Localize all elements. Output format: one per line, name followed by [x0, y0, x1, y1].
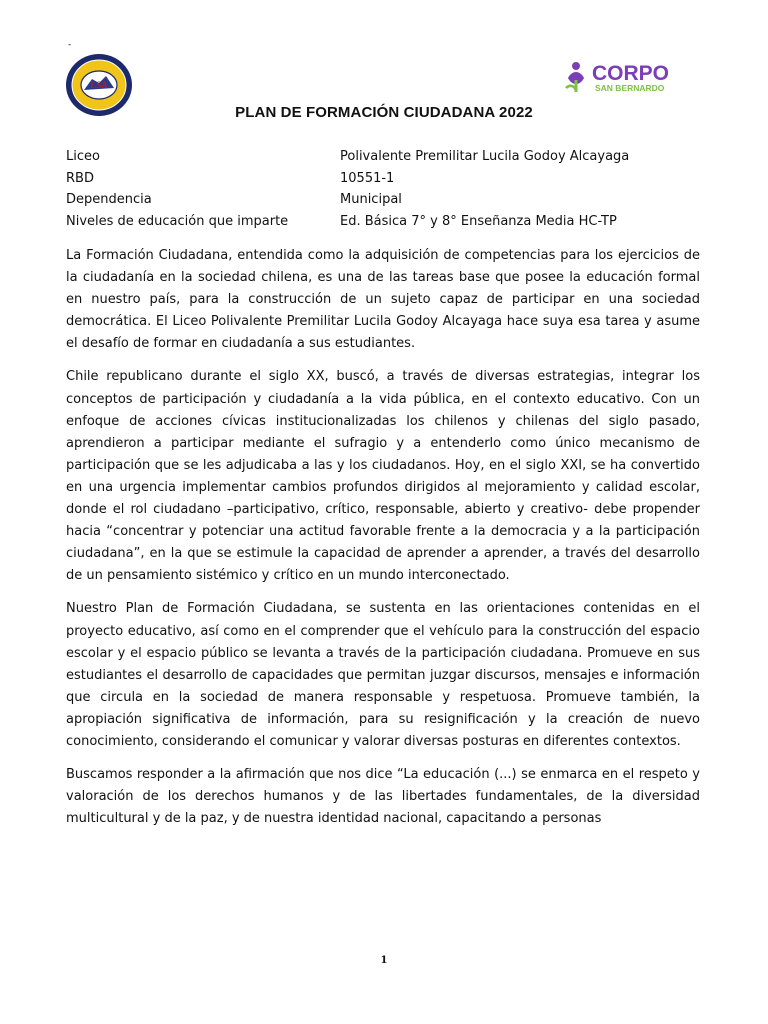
- page-number: 1: [380, 955, 388, 966]
- info-row: [66, 189, 706, 211]
- paragraph: Buscamos responder a la afirmación que nos dice “La educación (...) se enmarca en el respeto y valoración de los derechos humanos y de las libertades fundamentales, de la diversidad multicultural y de la paz, y de nuestra identidad nacional, capacitando a personas: [66, 767, 700, 827]
- info-label: Dependencia: [66, 192, 152, 207]
- seal-lettering: LSA: [90, 80, 108, 90]
- info-row: [66, 146, 706, 168]
- page-title: PLAN DE FORMACIÓN CIUDADANA 2022: [235, 104, 533, 121]
- info-label: Niveles de educación que imparte: [66, 213, 289, 229]
- info-value: 10551-1: [340, 170, 395, 186]
- corpo-sub: SAN BERNARDO: [595, 83, 665, 93]
- info-row: [66, 168, 706, 190]
- body-text: [66, 245, 700, 841]
- header-mark: -: [68, 40, 72, 50]
- info-value: Ed. Básica 7° y 8° Enseñanza Media HC-TP: [340, 213, 617, 229]
- paragraph: Chile republicano durante el siglo XX, buscó, a través de diversas estrategias, integrar los conceptos de participación y ciudadanía a la vida pública, en el contexto educativo. Con un enfoque de acciones cívicas institucionalizadas los chilenos y chilenas del siglo pasado, aprendieron a participar mediante el sufragio y a entenderlo como único mecanismo de participación que se les adjudicaba a las y los ciudadanos. Hoy, en el siglo XXI, se ha convertido en una urgencia implementar cambios profundos dirigidos al mejoramiento y calidad escolar, donde el rol ciudadano –participativo, crítico, responsable, abierto y creativo- debe propender hacia “concentrar y potenciar una actitud favorable frente a la democracia y a la participación ciudadana”, en la que se estimule la capacidad de aprender a aprender, a través del desarrollo de un pensamiento sistémico y crítico en un mundo interconectado.: [66, 369, 700, 584]
- corpo-san-bernardo-logo: [562, 58, 688, 98]
- info-label: Liceo: [66, 149, 100, 164]
- school-info-table: [66, 146, 706, 232]
- paragraph: Nuestro Plan de Formación Ciudadana, se sustenta en las orientaciones contenidas en el proyecto educativo, así como en el comprender que el vehículo para la construcción del espacio escolar y el espacio público se levanta a través de la participación ciudadana. Promueve en sus estudiantes el desarrollo de capacidades que permitan juzgar discursos, mensajes e información que circula en la sociedad de manera responsable y respetuosa. Promueve también, la apropiación significativa de información, para su resignificación y la creación de nuevo conocimiento, considerando el comunicar y valorar diversas posturas en diferentes contextos.: [66, 601, 700, 749]
- info-value: Municipal: [340, 192, 402, 207]
- info-label: RBD: [66, 170, 94, 186]
- info-value: Polivalente Premilitar Lucila Godoy Alcayaga: [340, 149, 630, 164]
- info-row: [66, 211, 706, 233]
- corpo-word: CORPO: [592, 62, 670, 85]
- paragraph: La Formación Ciudadana, entendida como la adquisición de competencias para los ejercicios de la ciudadanía en la sociedad chilena, es una de las tareas base que posee la educación formal en nuestro país, para la construcción de un sujeto capaz de participar en una sociedad democrática. El Liceo Polivalente Premilitar Lucila Godoy Alcayaga hace suya esa tarea y asume el desafío de formar en ciudadanía a sus estudiantes.: [66, 248, 700, 352]
